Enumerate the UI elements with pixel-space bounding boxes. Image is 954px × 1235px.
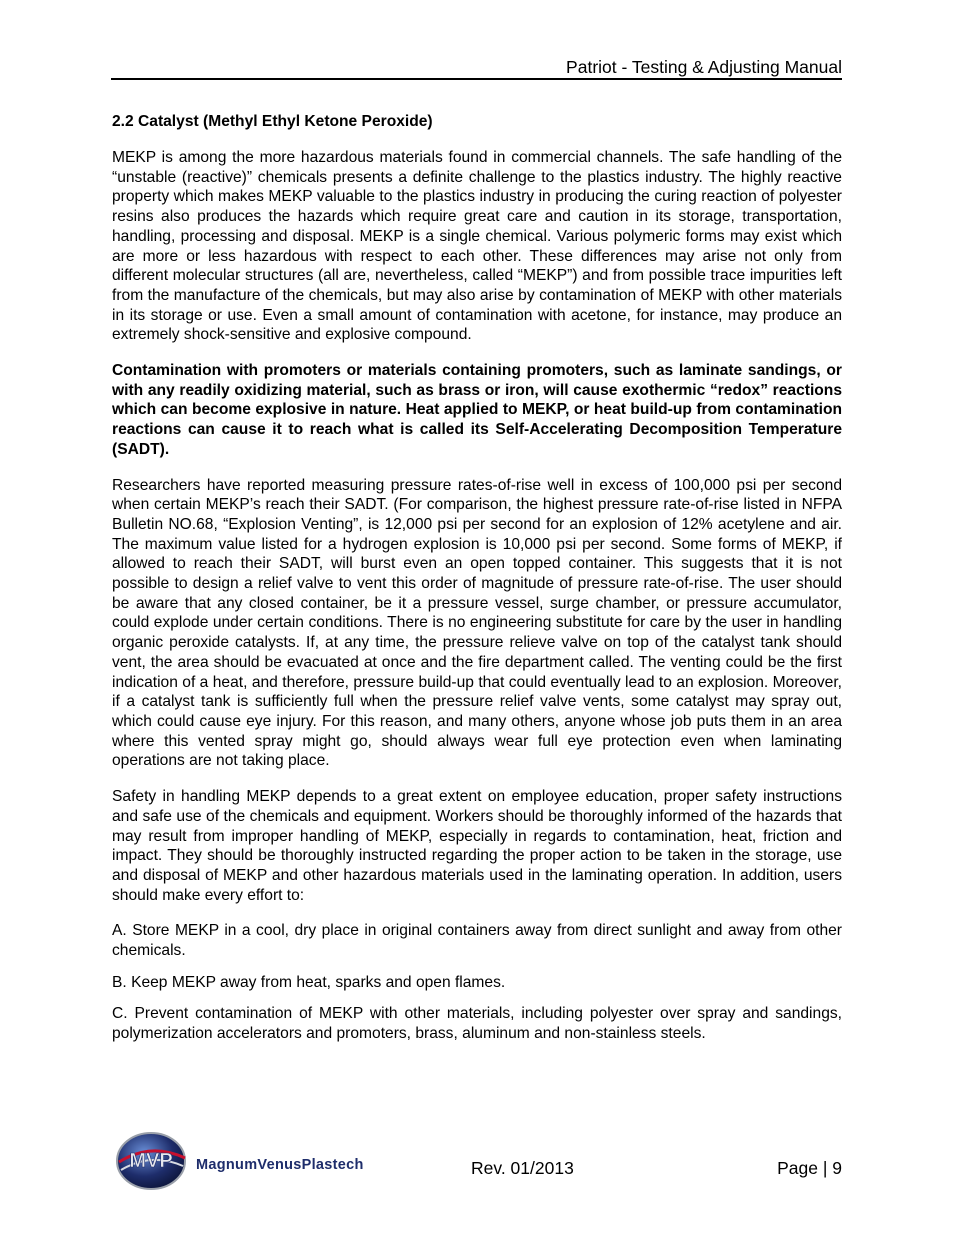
revision-label: Rev. 01/2013: [471, 1158, 574, 1178]
paragraph-research: Researchers have reported measuring pressure rates-of-rise well in excess of 100,000 psi per second when certain MEKP’s reach their SADT. (For comparison, the highest pressure rate-of-rise listed in NFPA Bulletin NO.68, “Explosion Venting”, is 12,000 psi per second for an explosion of 12% acetylene and air. The maximum value listed for a hydrogen explosion is 10,000 psi per second. Some forms of MEKP, if allowed to reach their SADT, will burst even an open topped container. This suggests that it is not possible to design a relief valve to vent this order of magnitude of pressure rate-of-rise. The user should be aware that any closed container, be it a pressure vessel, surge chamber, or pressure accumulator, could explode under certain conditions. There is no engineering substitute for care by the user in handling organic peroxide catalysts. If, at any time, the pressure relieve valve on top of the catalyst tank should vent, the area should be evacuated at once and the fire department called. The venting could be the first indication of a heat, and therefore, pressure build-up that could eventually lead to an explosion. Moreover, if a catalyst tank is sufficiently full when the pressure relief valve vents, some catalyst may spray out, which could cause eye injury. For this reason, and many others, anyone whose job puts them in an area where this vented spray might go, should always wear full eye protection even when laminating operations are not taking place.: [112, 476, 842, 770]
logo-mark: MVP: [129, 1150, 173, 1172]
company-logo: [111, 1130, 401, 1192]
mvp-globe-icon: [111, 1130, 191, 1192]
page-footer: [111, 1128, 842, 1194]
paragraph-intro: MEKP is among the more hazardous materials found in commercial channels. The safe handling of the “unstable (reactive)” chemicals presents a definite challenge to the plastics industry. The highly reactive property which makes MEKP valuable to the plastics industry in producing the curing reaction of polyester resins also produces the hazards which require great care and caution in its storage, transportation, handling, processing and disposal. MEKP is a single chemical. Various polymeric forms may exist which are more or less hazardous with respect to each other. These differences may arise not only from different molecular structures (all are, nevertheless, called “MEKP”) and from possible trace impurities left from the manufacture of the chemicals, but may also arise by contamination of MEKP with other materials in its storage or use. Even a small amount of contamination with acetone, for instance, may produce an extremely shock-sensitive and explosive compound.: [112, 149, 842, 344]
document-body: [112, 112, 842, 1056]
list-item-a: A. Store MEKP in a cool, dry place in original containers away from direct sunlight and away from other chemicals.: [112, 922, 842, 960]
list-item-c: C. Prevent contamination of MEKP with other materials, including polyester over spray and sandings, polymerization accelerators and promoters, brass, aluminum and non-stainless steels.: [112, 1005, 842, 1043]
paragraph-safety: Safety in handling MEKP depends to a great extent on employee education, proper safety instructions and safe use of the chemicals and equipment. Workers should be thoroughly informed of the hazards that may result from improper handling of MEKP, especially in regards to contamination, heat, friction and impact. They should be thoroughly instructed regarding the proper action to be taken in the storage, use and disposal of MEKP and other hazardous materials used in the laminating operation. In addition, users should make every effort to:: [112, 788, 842, 904]
list-item-b: B. Keep MEKP away from heat, sparks and open flames.: [112, 973, 506, 991]
paragraph-warning: Contamination with promoters or materials containing promoters, such as laminate sandings, or with any readily oxidizing material, such as brass or iron, will cause exothermic “redox” reactions which can become explosive in nature. Heat applied to MEKP, or heat build-up from contamination reactions can cause it to reach what is called its Self-Accelerating Decomposition Temperature (SADT).: [112, 362, 842, 458]
manual-title: Patriot - Testing & Adjusting Manual: [566, 57, 842, 77]
section-heading: 2.2 Catalyst (Methyl Ethyl Ketone Peroxide): [112, 113, 433, 130]
page-number: Page | 9: [777, 1158, 842, 1178]
logo-wordmark: MagnumVenusPlastech: [196, 1157, 364, 1173]
page-header: [111, 56, 842, 80]
